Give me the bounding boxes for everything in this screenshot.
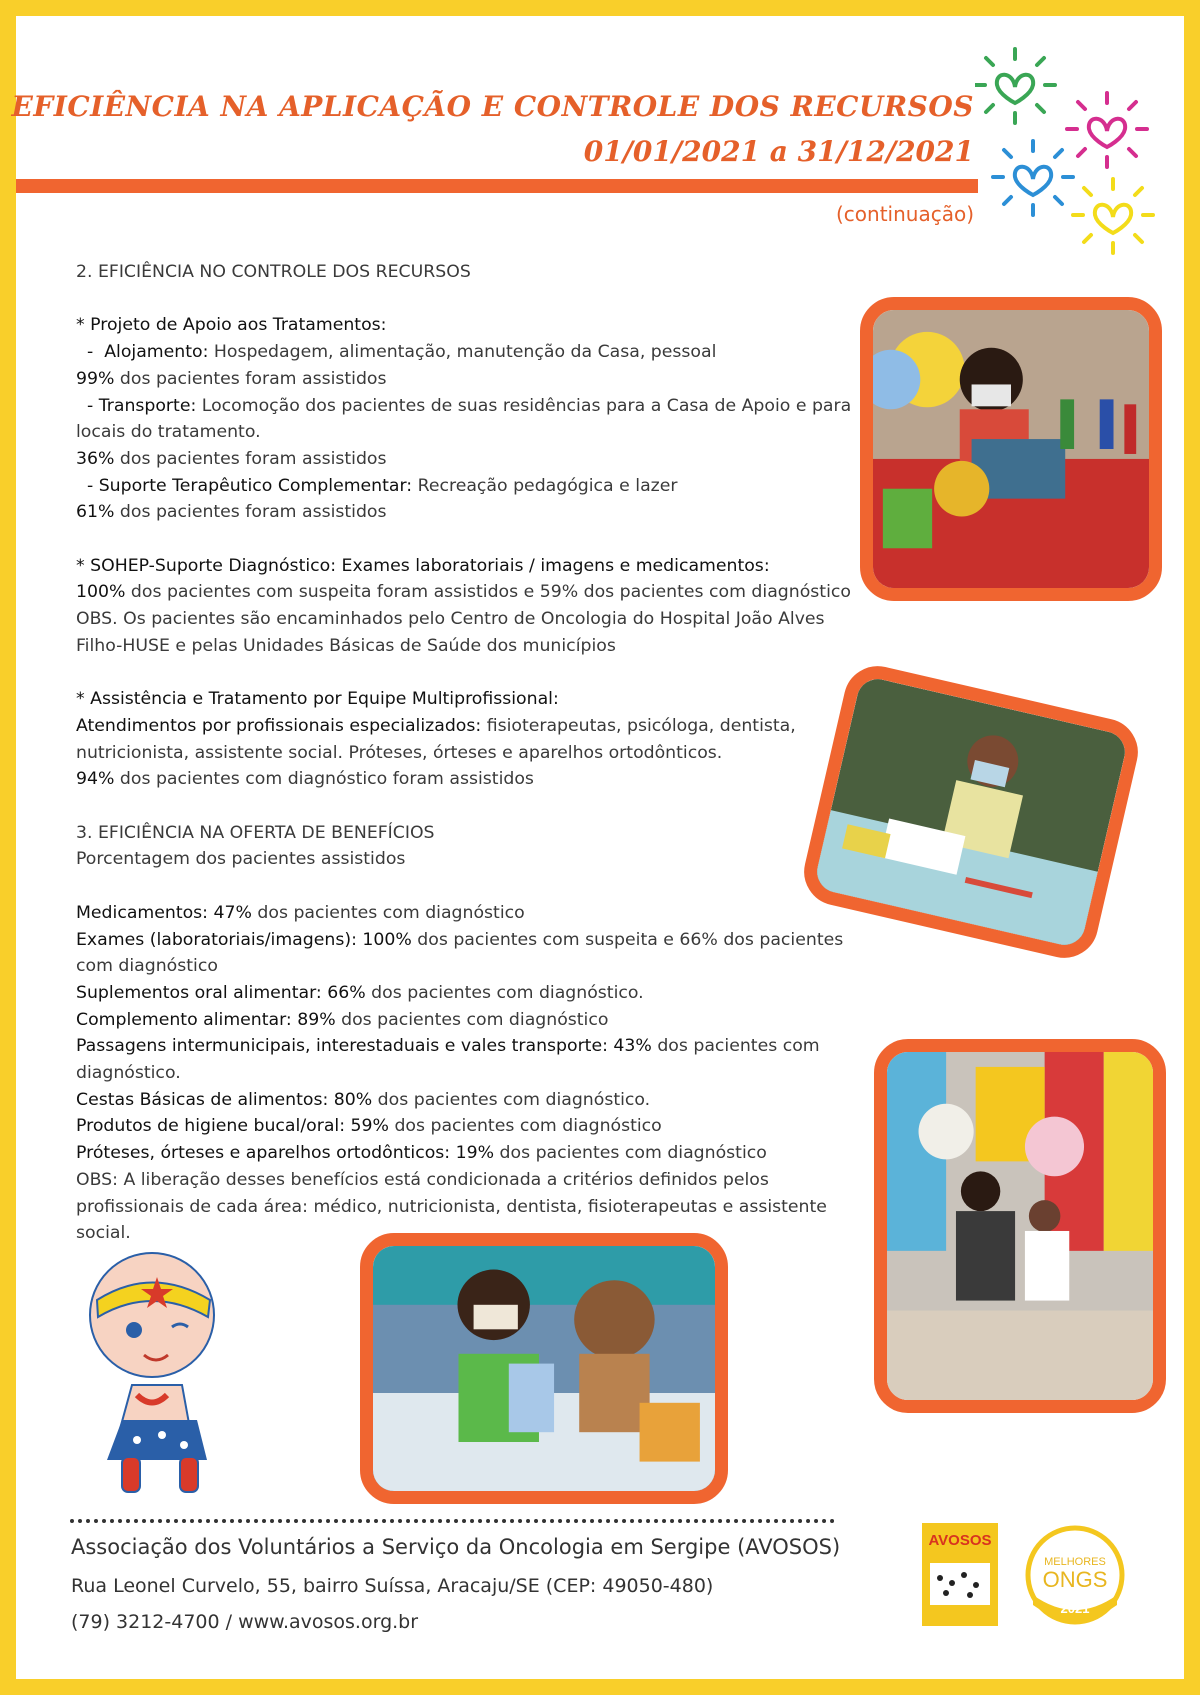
benefit-item bbox=[76, 1007, 876, 1034]
page-title: EFICIÊNCIA NA APLICAÇÃO E CONTROLE DOS RECURSOS bbox=[11, 90, 974, 123]
benefit-text: dos pacientes com diagnóstico bbox=[388, 1116, 662, 1137]
badge-year: 2021 bbox=[1060, 1601, 1090, 1616]
benefit-item bbox=[76, 927, 876, 980]
benefit-text: dos pacientes com diagnóstico. bbox=[365, 982, 644, 1003]
section2-heading: 2. EFICIÊNCIA NO CONTROLE DOS RECURSOS bbox=[76, 262, 471, 282]
period-dates: 01/01/2021 a 31/12/2021 bbox=[583, 135, 974, 168]
footer-org: Associação dos Voluntários a Serviço da Oncologia em Sergipe (AVOSOS) bbox=[71, 1535, 841, 1559]
benefit-text: dos pacientes com diagnóstico. bbox=[76, 1036, 820, 1084]
avosos-book-logo bbox=[922, 1523, 998, 1626]
header-rule bbox=[16, 179, 978, 193]
sohep-title: * SOHEP-Suporte Diagnóstico: Exames laboratoriais / imagens e medicamentos: bbox=[76, 555, 770, 576]
benefit-text: dos pacientes com suspeita e 66% dos pacientes com diagnóstico bbox=[76, 929, 844, 977]
footer-dotted-divider bbox=[70, 1519, 835, 1523]
transporte-label: - Transporte: bbox=[76, 395, 197, 416]
equipe-label: Atendimentos por profissionais especializados: bbox=[76, 715, 482, 736]
hearts-decoration-icon bbox=[975, 35, 1170, 260]
photo-children-plush bbox=[874, 1039, 1166, 1413]
benefit-text: dos pacientes com diagnóstico bbox=[251, 902, 525, 923]
equipe-pct: 94% bbox=[76, 769, 115, 790]
benefit-text: dos pacientes com diagnóstico. bbox=[372, 1089, 651, 1110]
transporte-text: Locomoção dos pacientes de suas residências para a Casa de Apoio e para locais do tratamento. bbox=[76, 395, 857, 443]
benefit-key: Complemento alimentar: 89% bbox=[76, 1009, 336, 1030]
equipe-assisted: dos pacientes com diagnóstico foram assistidos bbox=[114, 769, 534, 790]
benefit-text: dos pacientes com diagnóstico bbox=[494, 1143, 767, 1164]
alojamento-text: Hospedagem, alimentação, manutenção da Casa, pessoal bbox=[208, 342, 717, 363]
benefit-item bbox=[76, 1087, 876, 1114]
alojamento-pct: 99% bbox=[76, 368, 115, 389]
benefit-key: Medicamentos: 47% bbox=[76, 902, 252, 923]
section3-heading: 3. EFICIÊNCIA NA OFERTA DE BENEFÍCIOS bbox=[76, 822, 435, 843]
transporte-pct: 36% bbox=[76, 448, 115, 469]
benefit-key: Exames (laboratoriais/imagens): 100% bbox=[76, 929, 412, 950]
footer-contact: (79) 3212-4700 / www.avosos.org.br bbox=[71, 1611, 419, 1633]
benefit-item bbox=[76, 980, 876, 1007]
sohep-obs: OBS. Os pacientes são encaminhados pelo Centro de Oncologia do Hospital João Alves Filho-HUSE e pelas Unidades Básicas de Saúde dos municípios bbox=[76, 609, 825, 656]
mascot-baby-hero-icon bbox=[62, 1245, 237, 1500]
sohep-text: dos pacientes com suspeita foram assistidos e 59% dos pacientes com diagnóstico bbox=[125, 582, 851, 603]
alojamento-assisted: dos pacientes foram assistidos bbox=[114, 368, 387, 389]
badge-line1: MELHORES bbox=[1044, 1556, 1106, 1568]
benefit-key: Produtos de higiene bucal/oral: 59% bbox=[76, 1116, 389, 1137]
suporte-text: Recreação pedagógica e lazer bbox=[412, 475, 678, 496]
suporte-pct: 61% bbox=[76, 502, 115, 523]
suporte-label: - Suporte Terapêutico Complementar: bbox=[76, 475, 413, 496]
sohep-pct: 100% bbox=[76, 582, 126, 603]
photo-child-lion bbox=[360, 1233, 728, 1504]
transporte-assisted: dos pacientes foram assistidos bbox=[114, 448, 387, 469]
benefits-obs: OBS: A liberação desses benefícios está condicionada a critérios definidos pelos profissionais de cada área: médico, nutricionista, dentista, fisioterapeutas e assistente social. bbox=[76, 1169, 827, 1244]
suporte-assisted: dos pacientes foram assistidos bbox=[114, 502, 387, 523]
benefit-item bbox=[76, 1140, 876, 1167]
benefit-key: Passagens intermunicipais, interestaduais e vales transporte: 43% bbox=[76, 1036, 652, 1057]
benefit-text: dos pacientes com diagnóstico bbox=[335, 1009, 609, 1030]
apoio-title: * Projeto de Apoio aos Tratamentos: bbox=[76, 315, 387, 336]
benefit-item bbox=[76, 900, 876, 927]
melhores-ongs-badge bbox=[1025, 1525, 1125, 1625]
book-title: AVOSOS bbox=[928, 1532, 992, 1549]
equipe-text: fisioterapeutas, psicóloga, dentista, nutricionista, assistente social. Próteses, órteses e aparelhos ortodônticos. bbox=[76, 715, 796, 763]
content-body bbox=[76, 259, 876, 1247]
continuation-label: (continuação) bbox=[835, 202, 974, 226]
benefit-key: Cestas Básicas de alimentos: 80% bbox=[76, 1089, 373, 1110]
badge-line2: ONGS bbox=[1042, 1567, 1108, 1592]
photo-child-toys bbox=[860, 297, 1162, 601]
benefit-item bbox=[76, 1113, 876, 1140]
equipe-title: * Assistência e Tratamento por Equipe Multiprofissional: bbox=[76, 689, 559, 710]
benefit-key: Próteses, órteses e aparelhos ortodônticos: 19% bbox=[76, 1143, 495, 1164]
footer-address: Rua Leonel Curvelo, 55, bairro Suíssa, Aracaju/SE (CEP: 49050-480) bbox=[71, 1575, 714, 1597]
benefit-item bbox=[76, 1033, 876, 1086]
section3-subheading: Porcentagem dos pacientes assistidos bbox=[76, 849, 406, 870]
alojamento-label: - Alojamento: bbox=[76, 342, 209, 363]
benefit-key: Suplementos oral alimentar: 66% bbox=[76, 982, 366, 1003]
